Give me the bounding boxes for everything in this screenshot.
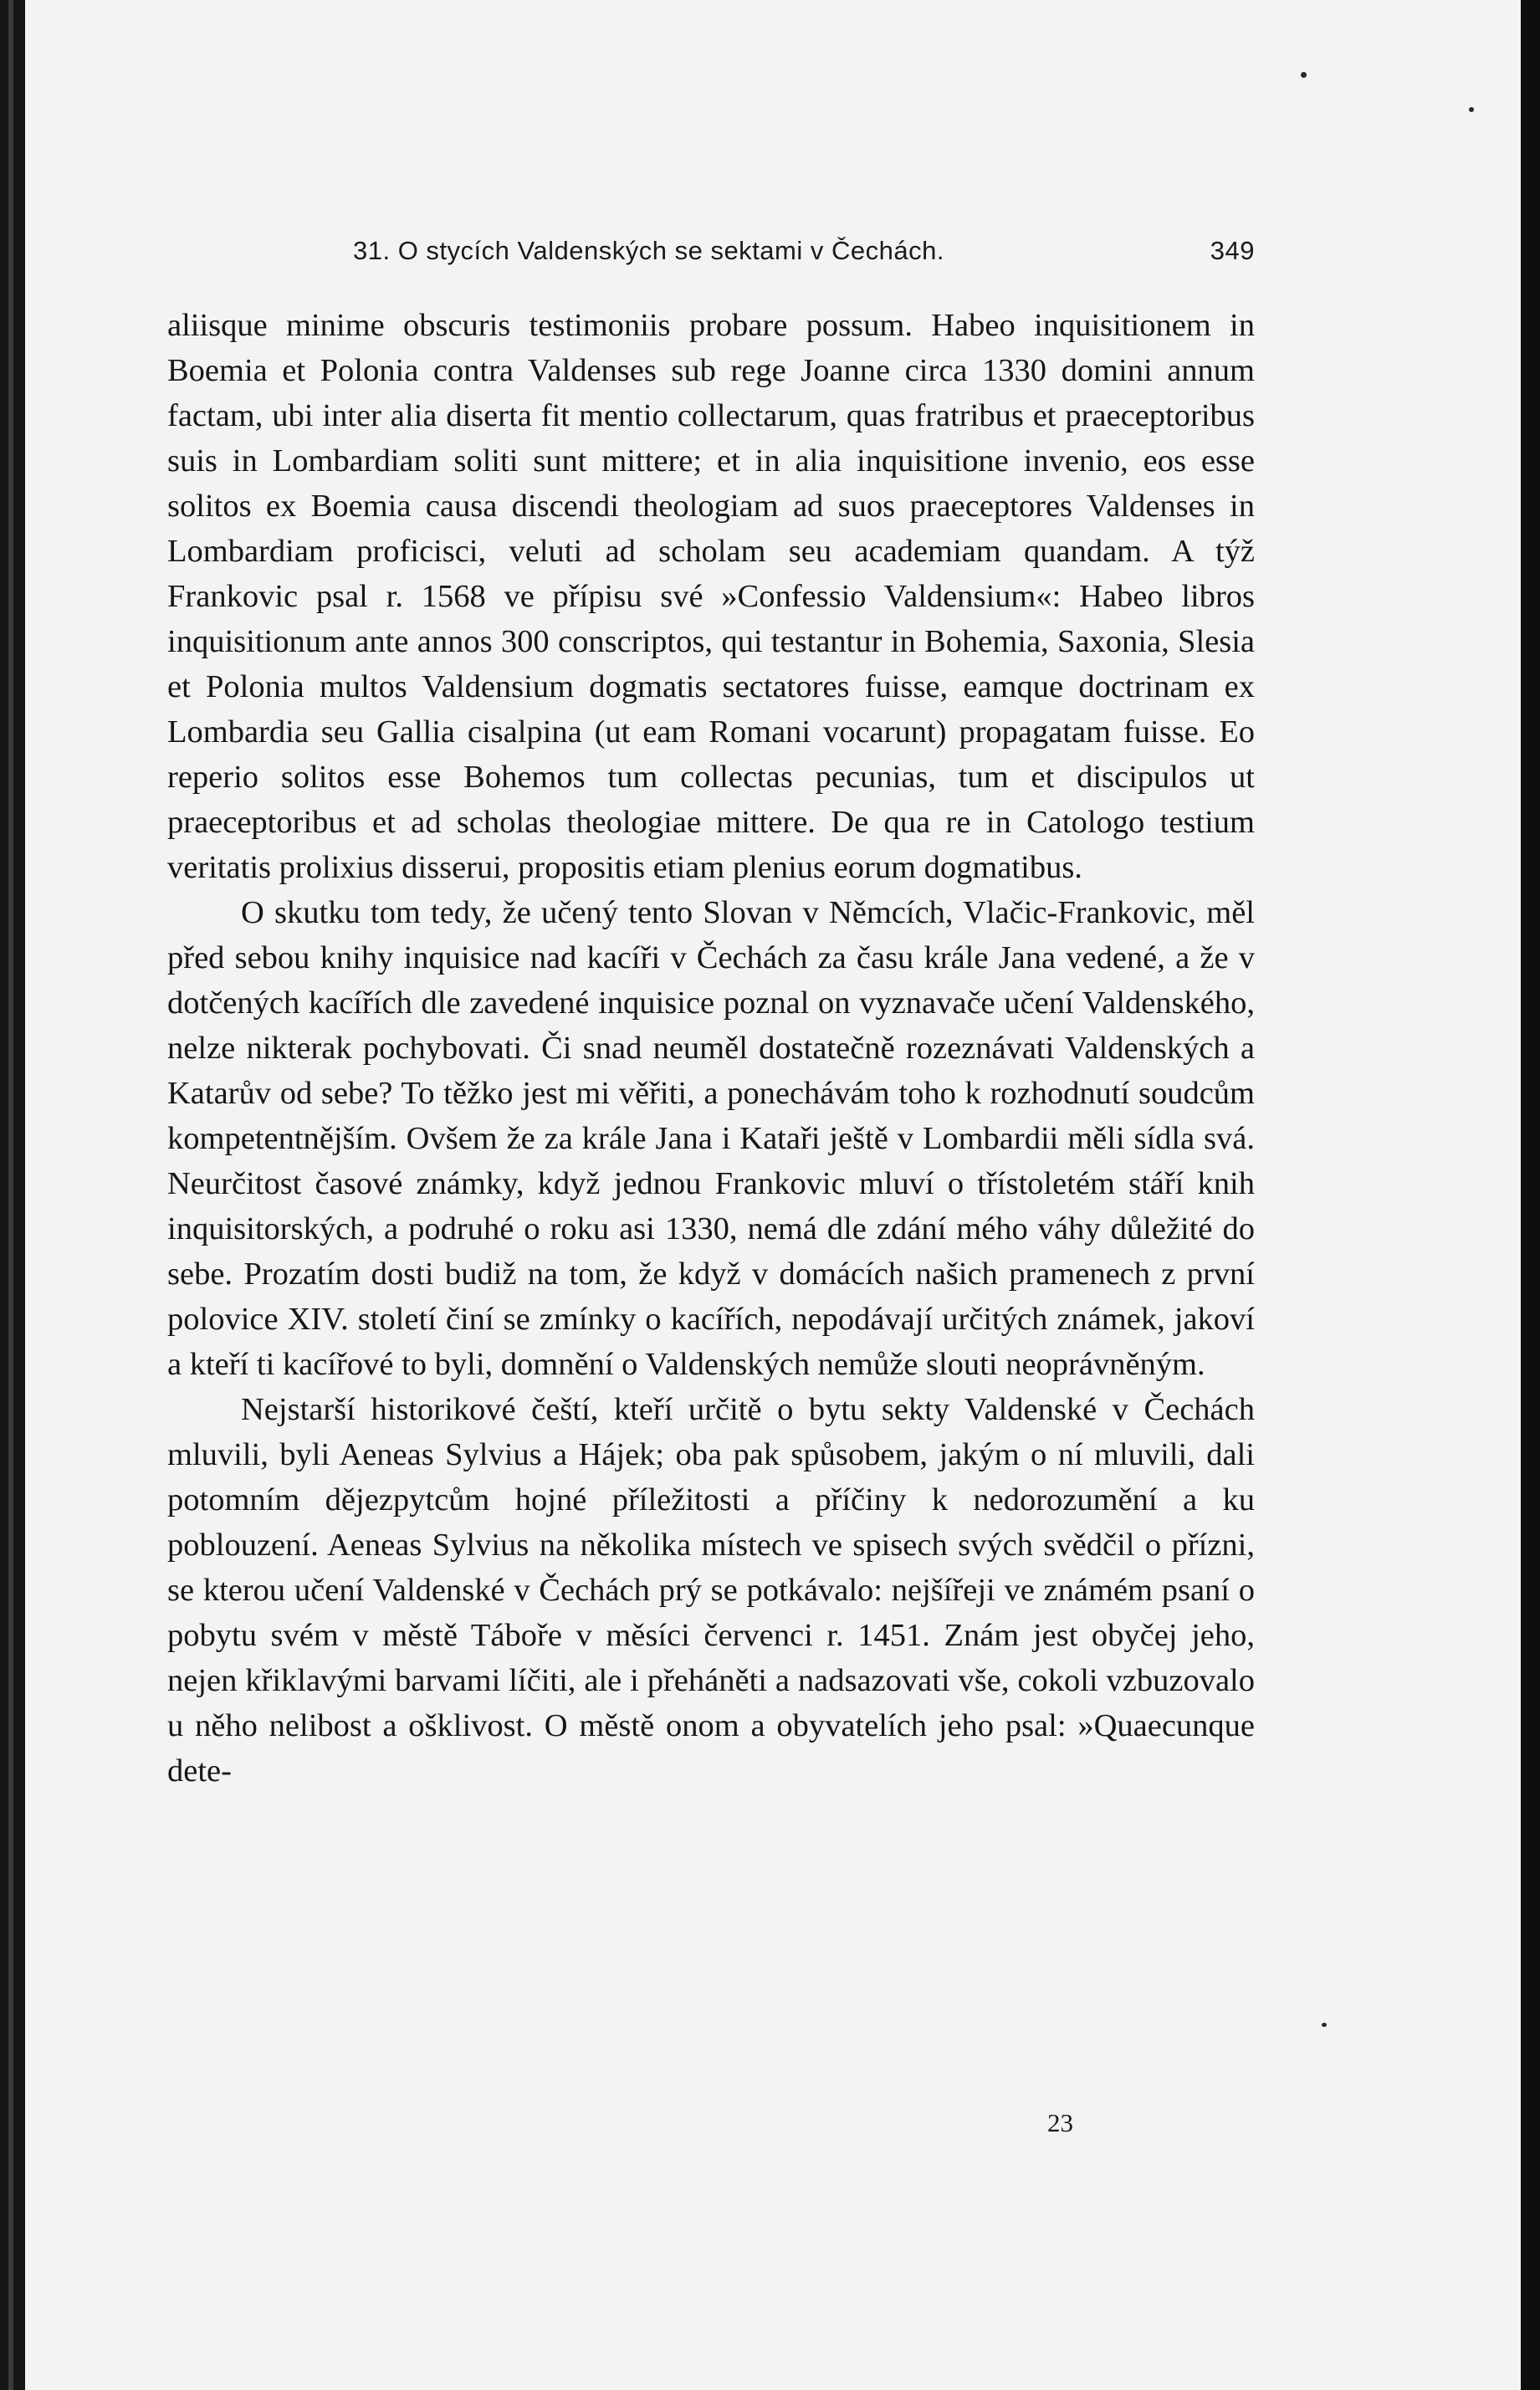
page-number: 349	[1210, 236, 1255, 265]
body-text	[167, 303, 1255, 1794]
book-gutter-edge	[8, 0, 13, 2390]
dust-speck	[1469, 107, 1474, 112]
dust-speck	[1322, 2023, 1327, 2027]
running-title: 31. O stycích Valdenských se sektami v Čechách.	[353, 236, 944, 265]
page-right-edge	[1521, 0, 1540, 2390]
paragraph-1: aliisque minime obscuris testimoniis probare possum. Habeo inquisitionem in Boemia et Polonia contra Valdenses sub rege Joanne circa 1330 domini annum factam, ubi inter alia diserta fit mentio collectarum, quas fratribus et praeceptoribus suis in Lombardiam soliti sunt mittere; et in alia inquisitione invenio, eos esse solitos ex Boemia causa discendi theologiam ad suos praeceptores Valdenses in Lombardiam proficisci, veluti ad scholam seu academiam quandam. A týž Frankovic psal r. 1568 ve přípisu své »Confessio Valdensium«: Habeo libros inquisitionum ante annos 300 conscriptos, qui testantur in Bohemia, Saxonia, Slesia et Polonia multos Valdensium dogmatis sectatores fuisse, eamque doctrinam ex Lombardia seu Gallia cisalpina (ut eam Romani vocarunt) propagatam fuisse. Eo reperio solitos esse Bohemos tum collectas pecunias, tum et discipulos ut praeceptoribus et ad scholas theologiae mittere. De qua re in Catologo testium veritatis prolixius disserui, propositis etiam plenius eorum dogmatibus.	[167, 308, 1255, 885]
paragraph-3: Nejstarší historikové čeští, kteří určitě o bytu sekty Valdenské v Čechách mluvili, byli Aeneas Sylvius a Hájek; oba pak spůsobem, jakým o ní mluvili, dali potomním dějezpytcům hojné příležitosti a příčiny k nedorozumění a ku poblouzení. Aeneas Sylvius na několika místech ve spisech svých svědčil o přízni, se kterou učení Valdenské v Čechách prý se potkávalo: nejšířeji ve známém psaní o pobytu svém v městě Táboře v měsíci červenci r. 1451. Znám jest obyčej jeho, nejen křiklavými barvami líčiti, ale i přeháněti a nadsazovati vše, cokoli vzbuzovalo u něho nelibost a ošklivost. O městě onom a obyvatelích jeho psal: »Quaecunque dete-	[167, 1392, 1255, 1789]
running-header	[167, 236, 1255, 286]
paragraph-2: O skutku tom tedy, že učený tento Slovan v Němcích, Vlačic-Frankovic, měl před sebou knihy inquisice nad kacíři v Čechách za času krále Jana vedené, a že v dotčených kacířích dle zavedené inquisice poznal on vyznavače učení Valdenského, nelze nikterak pochybovati. Či snad neuměl dostatečně rozeznávati Valdenských a Katarův od sebe? To těžko jest mi věřiti, a ponechávám toho k rozhodnutí soudcům kompetentnějším. Ovšem že za krále Jana i Kataři ještě v Lombardii měli sídla svá. Neurčitost časové známky, když jednou Frankovic mluví o třístoletém stáří knih inquisitorských, a podruhé o roku asi 1330, nemá dle zdání mého váhy důležité do sebe. Prozatím dosti budiž na tom, že když v domácích našich pramenech z první polovice XIV. století činí se zmínky o kacířích, nepodávají určitých známek, jakoví a kteří ti kacířové to byli, domnění o Valdenských nemůže slouti neoprávněným.	[167, 895, 1255, 1382]
printer-signature-mark: 23	[1047, 2108, 1073, 2137]
dust-speck	[1301, 72, 1307, 78]
